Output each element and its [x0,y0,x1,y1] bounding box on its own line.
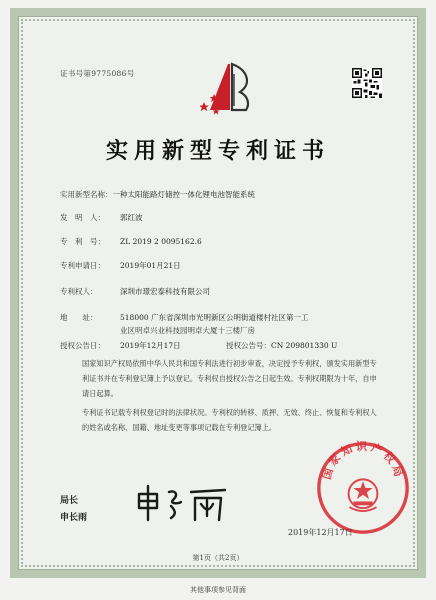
inventor-label: 发 明 人： [60,213,105,222]
patent-office-emblem-icon [200,60,260,116]
certificate-title: 实用新型专利证书 [105,138,330,164]
patentee-value: 深圳市璟宏泰科技有限公司 [120,287,210,296]
utility-model-name-row [60,189,255,200]
grant-number-label: 授权公告号： [226,341,271,350]
patent-number-label: 专 利 号： [60,237,105,246]
grant-number-row [226,340,337,351]
director-signature [135,484,235,524]
grant-date-value: 2019年12月17日 [120,341,181,350]
director-title-label: 局长 [60,496,79,506]
paragraph-legal-status: 专利证书记载专利权登记时的法律状况。专利权的转移、质押、无效、终止、恢复和专利权人的姓名或名称、国籍、地址变更等事项记载在专利登记簿上。 [82,408,377,432]
page-number: 第1页（共2页） [192,554,244,562]
certificate-number: 证书号第9775086号 [60,69,135,78]
director-name-label: 申长雨 [60,513,88,523]
patentee-label: 专利权人： [60,287,98,296]
official-seal [315,440,411,536]
inventor-row [60,212,143,223]
inventor-value: 郭红波 [120,213,143,222]
grant-date-label: 授权公告日： [60,341,105,350]
address-line-1: 518000 广东省深圳市光明新区公明街道楼村社区第一工 [120,313,309,322]
qr-code-icon [352,68,382,98]
seal-date: 2019年12月17日 [288,528,353,537]
filing-date-label: 专利申请日： [60,261,105,270]
address-line-2: 业区明卓兴业科技园明卓大厦十三楼厂房 [120,326,255,335]
filing-date-value: 2019年01月21日 [120,261,181,270]
patent-number-row [60,236,202,247]
filing-date-row [60,260,181,271]
grant-number-value: CN 209801330 U [271,341,338,350]
paragraph-grant-statement: 国家知识产权局依照中华人民共和国专利法进行初步审查，决定授予专利权，颁发实用新型专利证书并在专利登记簿上予以登记。专利权自授权公告之日起生效。专利权期限为十年，自申请日起算。 [82,359,377,398]
patent-number-value: ZL 2019 2 0095162.6 [120,237,202,246]
svg-text:国家知识产权局: 国家知识产权局 [320,440,406,482]
footer-note: 其他事项参见背面 [190,586,246,594]
grant-date-row [60,340,181,351]
utility-model-name-label: 实用新型名称： [60,190,113,199]
address-row [60,312,309,323]
patentee-row [60,286,210,297]
utility-model-name-value: 一种太阳能路灯储控一体化锂电池智能系统 [112,190,255,199]
address-label: 地 址： [60,313,98,322]
